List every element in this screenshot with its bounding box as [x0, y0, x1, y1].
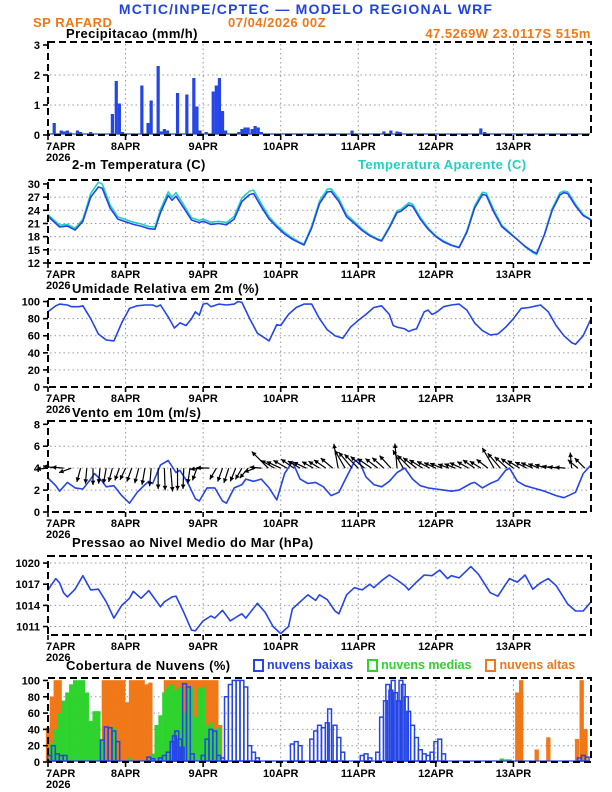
svg-text:8: 8 — [33, 419, 40, 432]
page-title: MCTIC/INPE/CPTEC — MODELO REGIONAL WRF — [118, 1, 494, 17]
svg-text:13APR: 13APR — [495, 393, 532, 405]
station-coordinates: 47.5269W 23.0117S 515m — [425, 26, 591, 41]
svg-text:11APR: 11APR — [340, 269, 376, 281]
svg-text:1: 1 — [33, 100, 40, 112]
legend-label: nuvens baixas — [267, 658, 354, 672]
svg-text:12: 12 — [27, 258, 40, 270]
svg-text:11APR: 11APR — [340, 768, 376, 780]
panel-title-precipitation: Precipitacao (mm/h) — [66, 26, 198, 41]
svg-text:0: 0 — [33, 507, 40, 519]
panel-subtitle-apparent-temperature: Temperatura Aparente (C) — [358, 157, 527, 172]
svg-text:10APR: 10APR — [262, 269, 299, 281]
svg-text:11APR: 11APR — [340, 141, 376, 153]
svg-text:3: 3 — [33, 40, 40, 52]
svg-text:2026: 2026 — [46, 152, 71, 164]
svg-text:12APR: 12APR — [418, 641, 454, 653]
svg-text:0: 0 — [33, 130, 40, 142]
svg-text:100: 100 — [21, 296, 40, 309]
svg-text:12APR: 12APR — [418, 269, 454, 281]
panel-title-pressure: Pressao ao Nivel Medio do Mar (hPa) — [72, 535, 314, 550]
svg-text:9APR: 9APR — [188, 393, 218, 405]
panel-rh-plot — [22, 297, 591, 416]
svg-text:1014: 1014 — [15, 600, 40, 613]
svg-text:7APR: 7APR — [46, 141, 76, 153]
panel-precip-plot — [34, 40, 591, 164]
svg-text:0: 0 — [33, 382, 40, 394]
svg-text:10APR: 10APR — [262, 641, 299, 653]
svg-text:100: 100 — [21, 675, 40, 688]
svg-text:8APR: 8APR — [110, 518, 141, 530]
svg-text:2026: 2026 — [46, 529, 71, 541]
svg-text:7APR: 7APR — [46, 641, 76, 653]
svg-text:8APR: 8APR — [110, 141, 141, 153]
panel-title-humidity: Umidade Relativa em 2m (%) — [72, 281, 260, 296]
svg-text:0: 0 — [33, 757, 40, 769]
svg-text:12APR: 12APR — [418, 141, 454, 153]
svg-text:10APR: 10APR — [262, 518, 299, 530]
svg-text:10APR: 10APR — [262, 768, 299, 780]
panel-title-cloud-cover: Cobertura de Nuvens (%) — [66, 658, 231, 673]
svg-text:13APR: 13APR — [495, 141, 532, 153]
panel-title-wind: Vento em 10m (m/s) — [72, 405, 202, 420]
svg-text:7APR: 7APR — [46, 393, 76, 405]
svg-text:12APR: 12APR — [418, 768, 454, 780]
svg-text:8APR: 8APR — [110, 641, 141, 653]
svg-text:9APR: 9APR — [188, 141, 218, 153]
svg-text:21: 21 — [27, 218, 40, 231]
model-run-timestamp: 07/04/2026 00Z — [228, 15, 327, 30]
svg-text:7APR: 7APR — [46, 269, 76, 281]
svg-text:27: 27 — [27, 192, 40, 205]
station-label: SP RAFARD — [33, 15, 113, 30]
panel-pres-plot — [16, 556, 591, 664]
svg-text:40: 40 — [27, 347, 40, 360]
svg-text:30: 30 — [27, 178, 40, 191]
svg-text:9APR: 9APR — [188, 768, 218, 780]
svg-text:7APR: 7APR — [46, 518, 76, 530]
svg-text:18: 18 — [27, 231, 40, 244]
svg-text:1011: 1011 — [16, 621, 40, 634]
panel-clouds-plot — [22, 675, 591, 791]
svg-text:20: 20 — [27, 364, 40, 377]
svg-text:12APR: 12APR — [418, 393, 454, 405]
svg-text:11APR: 11APR — [340, 641, 376, 653]
svg-text:1020: 1020 — [15, 558, 40, 571]
svg-text:9APR: 9APR — [188, 269, 218, 281]
svg-text:8APR: 8APR — [110, 393, 141, 405]
svg-text:10APR: 10APR — [262, 141, 299, 153]
svg-text:12APR: 12APR — [418, 518, 454, 530]
panel-temp-plot — [28, 179, 591, 292]
svg-text:2: 2 — [33, 70, 40, 82]
svg-text:13APR: 13APR — [495, 641, 532, 653]
svg-text:2026: 2026 — [46, 280, 71, 292]
svg-text:6: 6 — [33, 441, 40, 454]
svg-text:13APR: 13APR — [495, 768, 532, 780]
panel-title-temperature: 2-m Temperatura (C) — [72, 157, 206, 172]
svg-text:60: 60 — [27, 330, 40, 343]
panel-wind-plot — [34, 419, 591, 541]
svg-text:60: 60 — [27, 708, 40, 721]
svg-text:1017: 1017 — [15, 579, 40, 592]
svg-text:10APR: 10APR — [262, 393, 299, 405]
svg-text:2: 2 — [33, 485, 40, 498]
svg-text:9APR: 9APR — [188, 518, 218, 530]
svg-text:9APR: 9APR — [188, 641, 218, 653]
svg-text:24: 24 — [27, 205, 40, 218]
legend-label: nuvens altas — [499, 658, 576, 672]
svg-text:8APR: 8APR — [110, 768, 141, 780]
svg-text:40: 40 — [27, 724, 40, 737]
svg-text:7APR: 7APR — [46, 768, 76, 780]
svg-text:2026: 2026 — [46, 652, 71, 664]
svg-text:15: 15 — [27, 244, 40, 257]
svg-text:11APR: 11APR — [340, 518, 376, 530]
svg-text:13APR: 13APR — [495, 269, 532, 281]
svg-text:8APR: 8APR — [110, 269, 141, 281]
svg-text:2026: 2026 — [46, 404, 71, 416]
svg-text:13APR: 13APR — [495, 518, 532, 530]
svg-text:2026: 2026 — [46, 779, 71, 791]
svg-text:4: 4 — [33, 463, 40, 476]
svg-text:80: 80 — [27, 313, 40, 326]
legend-label: nuvens medias — [381, 658, 472, 672]
svg-text:20: 20 — [27, 740, 40, 753]
svg-text:80: 80 — [27, 691, 40, 704]
svg-text:11APR: 11APR — [340, 393, 376, 405]
